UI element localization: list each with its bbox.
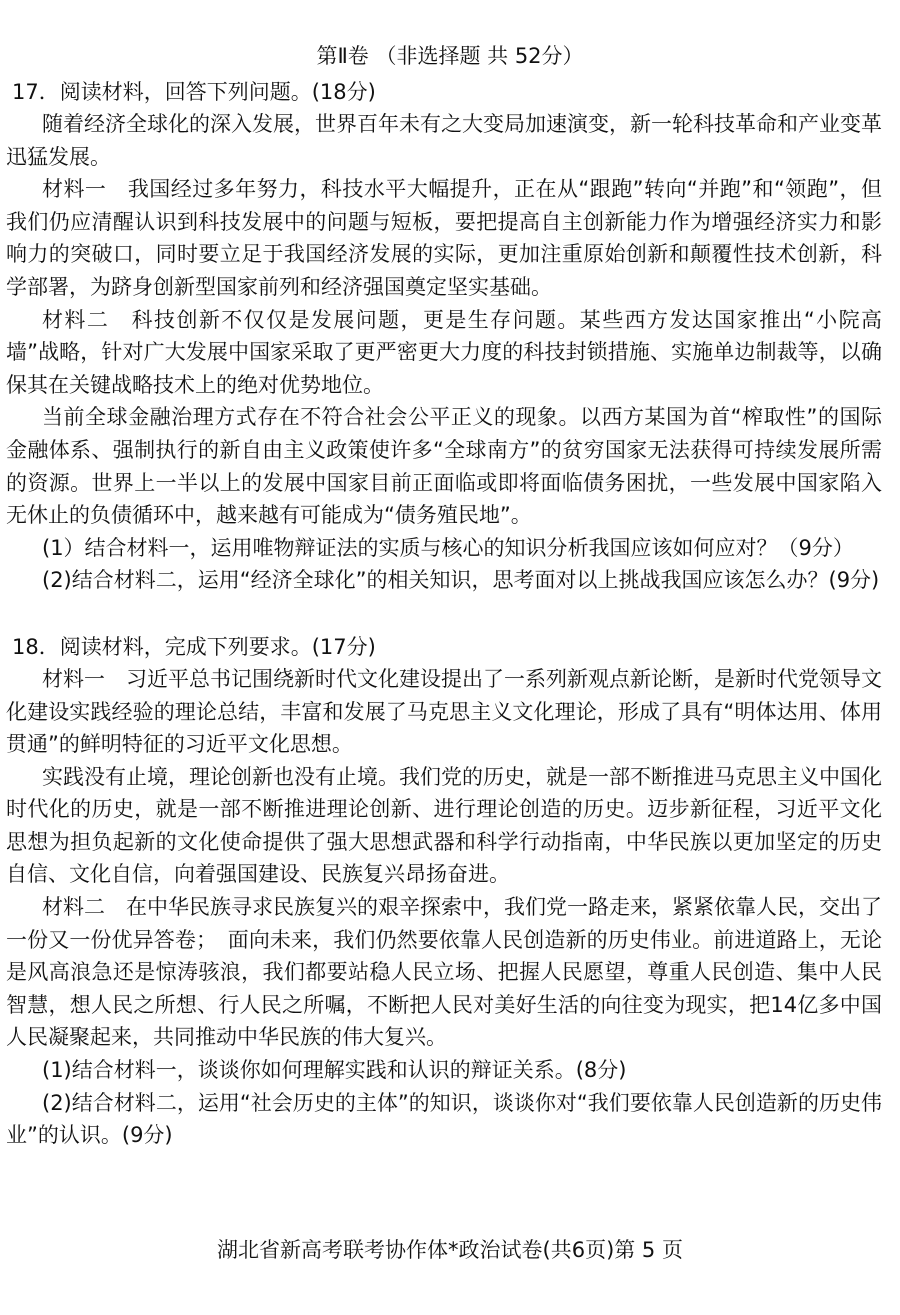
question-17-title: 17．阅读材料，回答下列问题。(18分) [12, 80, 376, 104]
question-17-material-2: 材料二 科技创新不仅仅是发展问题，更是生存问题。某些西方发达国家推出“小院高墙”战略，针对广大发展中国家采取了更严密更大力度的科技封锁措施、实施单边制裁等，以确保其在关键战略技术上的绝对优势地位。 [6, 307, 882, 397]
question-18-material-1-continued: 实践没有止境，理论创新也没有止境。我们党的历史，就是一部不断推进马克思主义中国化时代化的历史，就是一部不断推进理论创新、进行理论创造的历史。迈步新征程，习近平文化思想为担负起新的文化使命提供了强大思想武器和科学行动指南，中华民族以更加坚定的历史自信、文化自信，向着强国建设、民族复兴昂扬奋进。 [6, 764, 882, 887]
question-17-intro: 随着经济全球化的深入发展，世界百年未有之大变局加速演变，新一轮科技革命和产业变革迅猛发展。 [6, 112, 882, 169]
question-18-title: 18．阅读材料，完成下列要求。(17分) [12, 634, 376, 659]
page-footer: 湖北省新高考联考协作体*政治试卷(共6页)第 5 页 [217, 1238, 683, 1262]
question-18-subquestion-2: (2)结合材料二，运用“社会历史的主体”的知识，谈谈你对“我们要依靠人民创造新的历史伟业”的认识。(9分) [6, 1090, 882, 1148]
question-18-material-1: 材料一 习近平总书记围绕新时代文化建设提出了一系列新观点新论断，是新时代党领导文化建设实践经验的理论总结，丰富和发展了马克思主义文化理论，形成了具有“明体达用、体用贯通”的鲜明特征的习近平文化思想。 [6, 666, 882, 757]
question-18-material-2: 材料二 在中华民族寻求民族复兴的艰辛探索中，我们党一路走来，紧紧依靠人民，交出了一份又一份优异答卷； 面向未来，我们仍然要依靠人民创造新的历史伟业。前进道路上，无论是风高浪急还是惊涛骇浪，我们都要站稳人民立场、把握人民愿望，尊重人民创造、集中人民智慧，想人民之所想、行人民之所嘱，不断把人民对美好生活的向往变为现实，把14亿多中国人民凝聚起来，共同推动中华民族的伟大复兴。 [6, 895, 882, 1050]
question-17-subquestion-1: (1）结合材料一，运用唯物辩证法的实质与核心的知识分析我国应该如何应对？（9分） [42, 535, 854, 560]
question-17 [0, 76, 900, 597]
question-18 [0, 631, 900, 1152]
question-17-material-2-continued: 当前全球金融治理方式存在不符合社会公平正义的现象。以西方某国为首“榨取性”的国际金融体系、强制执行的新自由主义政策使许多“全球南方”的贫穷国家无法获得可持续发展所需的资源。世界上一半以上的发展中国家目前正面临或即将面临债务困扰，一些发展中国家陷入无休止的负债循环中，越来越有可能成为“债务殖民地”。 [6, 405, 882, 528]
section-title: 第Ⅱ卷 （非选择题 共 52分） [316, 44, 584, 68]
question-18-subquestion-1: (1)结合材料一，谈谈你如何理解实践和认识的辩证关系。(8分) [42, 1058, 627, 1083]
question-17-subquestion-2: (2)结合材料二，运用“经济全球化”的相关知识，思考面对以上挑战我国应该怎么办？(9分) [42, 568, 880, 593]
question-17-material-1: 材料一 我国经过多年努力，科技水平大幅提升，正在从“跟跑”转向“并跑”和“领跑”，但我们仍应清醒认识到科技发展中的问题与短板，要把提高自主创新能力作为增强经济实力和影响力的突破口，同时要立足于我国经济发展的实际，更加注重原始创新和颠覆性技术创新，科学部署，为跻身创新型国家前列和经济强国奠定坚实基础。 [6, 177, 882, 299]
question-gap [0, 597, 900, 631]
